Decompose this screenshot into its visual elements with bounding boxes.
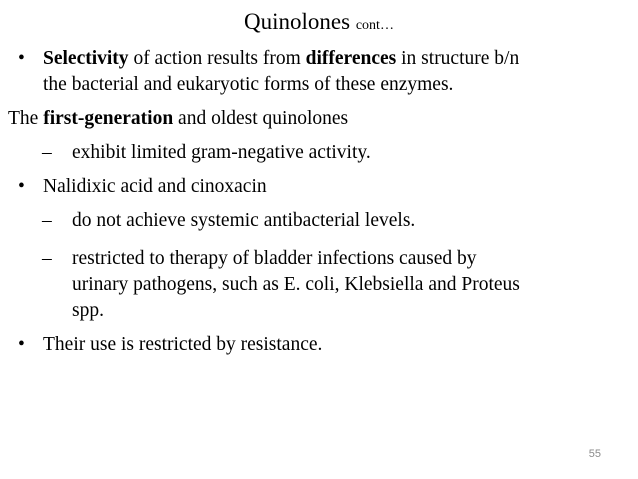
dash-marker: – [42,142,52,163]
bullet-selectivity [8,46,628,72]
text-run: The [8,108,44,129]
text-run: the bacterial and eukaryotic forms of these enzymes. [43,74,454,95]
bullet-marker: • [18,334,25,355]
text-run: in structure b/n [396,48,520,69]
subitem-gram-negative [8,140,628,166]
text-run: spp. [72,300,104,321]
text-run: do not achieve systemic antibacterial levels. [72,210,416,231]
paragraph-first-generation [8,106,628,132]
bullet-resistance [8,332,628,358]
subitem-bladder-therapy-continued [8,272,628,298]
text-bold: first-generation [43,108,174,129]
text-run: Their use is restricted by resistance. [43,334,323,355]
slide-body [8,46,628,358]
title-text: Quinolones [244,9,351,34]
subitem-bladder-therapy-continued [8,298,628,324]
bullet-selectivity-continued [8,72,628,98]
text-run: Nalidixic acid and cinoxacin [43,176,267,197]
text-bold: differences [305,48,397,69]
bullet-marker: • [18,176,25,197]
subitem-systemic-levels [8,208,628,234]
text-bold: Selectivity [43,48,129,69]
slide-title [0,8,638,40]
text-run: and oldest quinolones [173,108,349,129]
dash-marker: – [42,248,52,269]
page-number: 55 [588,448,601,460]
text-run: restricted to therapy of bladder infections caused by [72,248,477,269]
title-suffix: cont… [355,18,394,33]
subitem-bladder-therapy [8,246,628,272]
bullet-marker: • [18,48,25,69]
text-run: urinary pathogens, such as E. coli, Klebsiella and Proteus [72,274,520,295]
text-run: exhibit limited gram-negative activity. [72,142,371,163]
text-run: of action results from [128,48,306,69]
dash-marker: – [42,210,52,231]
bullet-nalidixic [8,174,628,200]
